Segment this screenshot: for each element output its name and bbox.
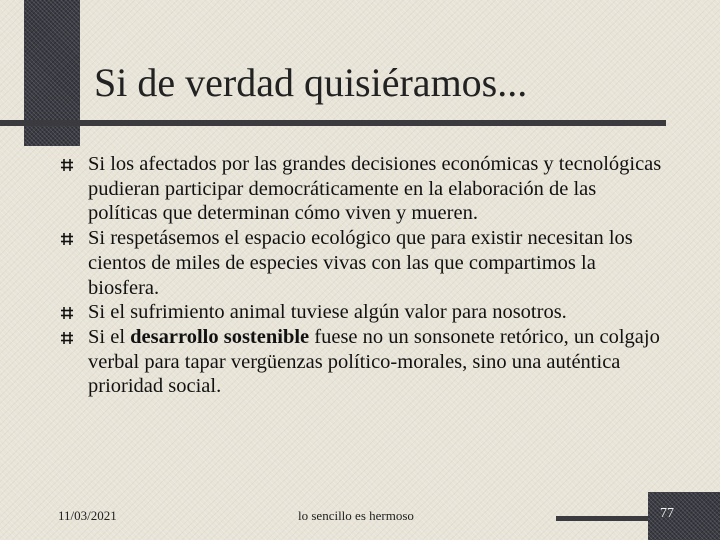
footer-date: 11/03/2021	[58, 508, 117, 523]
hash-bullet-icon	[60, 306, 74, 320]
slide-title: Si de verdad quisiéramos...	[94, 60, 528, 105]
bullet-text: Si los afectados por las grandes decisiones económicas y tecnológicas pudieran participar democráticamente en la elaboración de las políticas que determinan cómo viven y mueren.	[88, 153, 662, 225]
bullet-text: fuese no un sonsonete retórico, un colgajo verbal para tapar vergüenzas político-morales, sino una auténtica prioridad social.	[88, 325, 660, 398]
bullet-list	[60, 152, 670, 399]
page-number-box	[648, 492, 720, 540]
bullet-item	[60, 300, 670, 325]
hash-bullet-icon	[60, 232, 74, 246]
bullet-text-bold: desarrollo sostenible	[130, 325, 310, 348]
bullet-item	[60, 152, 670, 226]
bullet-text: Si el	[88, 325, 131, 348]
footer-title: lo sencillo es hermoso	[298, 508, 414, 523]
hash-bullet-icon	[60, 331, 74, 345]
bullet-item	[60, 226, 670, 300]
bullet-text: Si respetásemos el espacio ecológico que para existir necesitan los cientos de miles de especies vivas con las que compartimos la biosfera.	[88, 227, 633, 299]
bullet-text: Si el sufrimiento animal tuviese algún valor para nosotros.	[88, 301, 567, 324]
hash-bullet-icon	[60, 158, 74, 172]
title-divider	[0, 120, 666, 126]
bullet-item	[60, 325, 670, 399]
page-number: 77	[660, 506, 674, 521]
